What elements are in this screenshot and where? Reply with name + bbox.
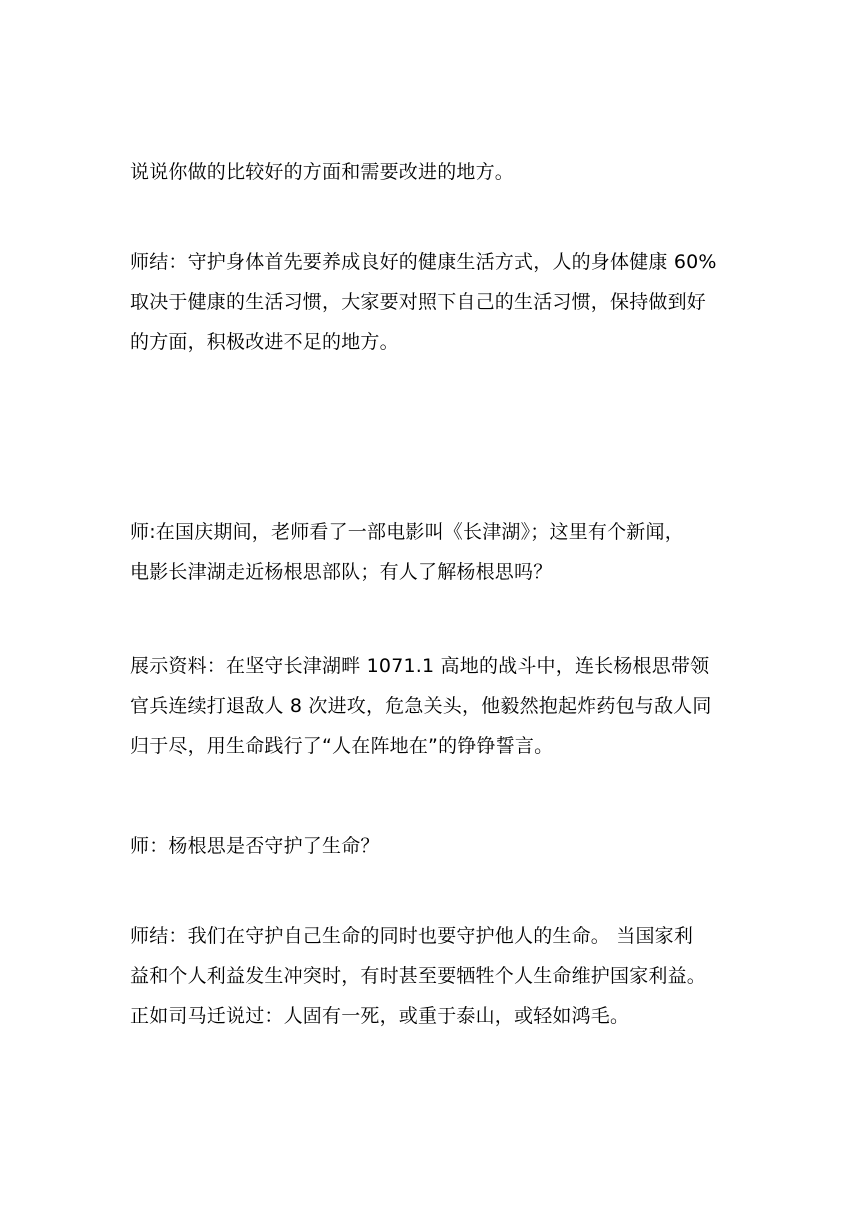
text-line: 官兵连续打退敌人 8 次进攻，危急关头，他毅然抱起炸药包与敌人同 — [130, 695, 712, 717]
paragraph-display-material — [130, 646, 736, 766]
text-line: 师：杨根思是否守护了生命？ — [130, 835, 380, 857]
text-line: 的方面，积极改进不足的地方。 — [130, 331, 399, 353]
text-line: 取决于健康的生活习惯，大家要对照下自己的生活习惯，保持做到好 — [130, 291, 707, 313]
text-line: 展示资料：在坚守长津湖畔 1071.1 高地的战斗中，连长杨根思带领 — [130, 655, 710, 677]
text-line: 师结：守护身体首先要养成良好的健康生活方式，人的身体健康 60% — [130, 251, 717, 273]
text-line: 师:在国庆期间，老师看了一部电影叫《长津湖》；这里有个新闻， — [130, 521, 684, 543]
text-line: 归于尽，用生命践行了“人在阵地在”的铮铮誓言。 — [130, 735, 554, 757]
paragraph-teacher-summary-health — [130, 242, 736, 362]
text-line: 说说你做的比较好的方面和需要改进的地方。 — [130, 161, 515, 183]
paragraph-teacher-summary-life — [130, 916, 736, 1036]
text-line: 正如司马迁说过：人固有一死，或重于泰山，或轻如鸿毛。 — [130, 1005, 630, 1027]
text-line: 电影长津湖走近杨根思部队；有人了解杨根思吗？ — [130, 561, 553, 583]
text-line: 师结：我们在守护自己生命的同时也要守护他人的生命。 当国家利 — [130, 925, 694, 947]
paragraph-reflection-prompt — [130, 152, 736, 192]
paragraph-teacher-movie-intro — [130, 512, 736, 592]
paragraph-teacher-question — [130, 826, 736, 866]
text-line: 益和个人利益发生冲突时，有时甚至要牺牲个人生命维护国家利益。 — [130, 965, 707, 987]
